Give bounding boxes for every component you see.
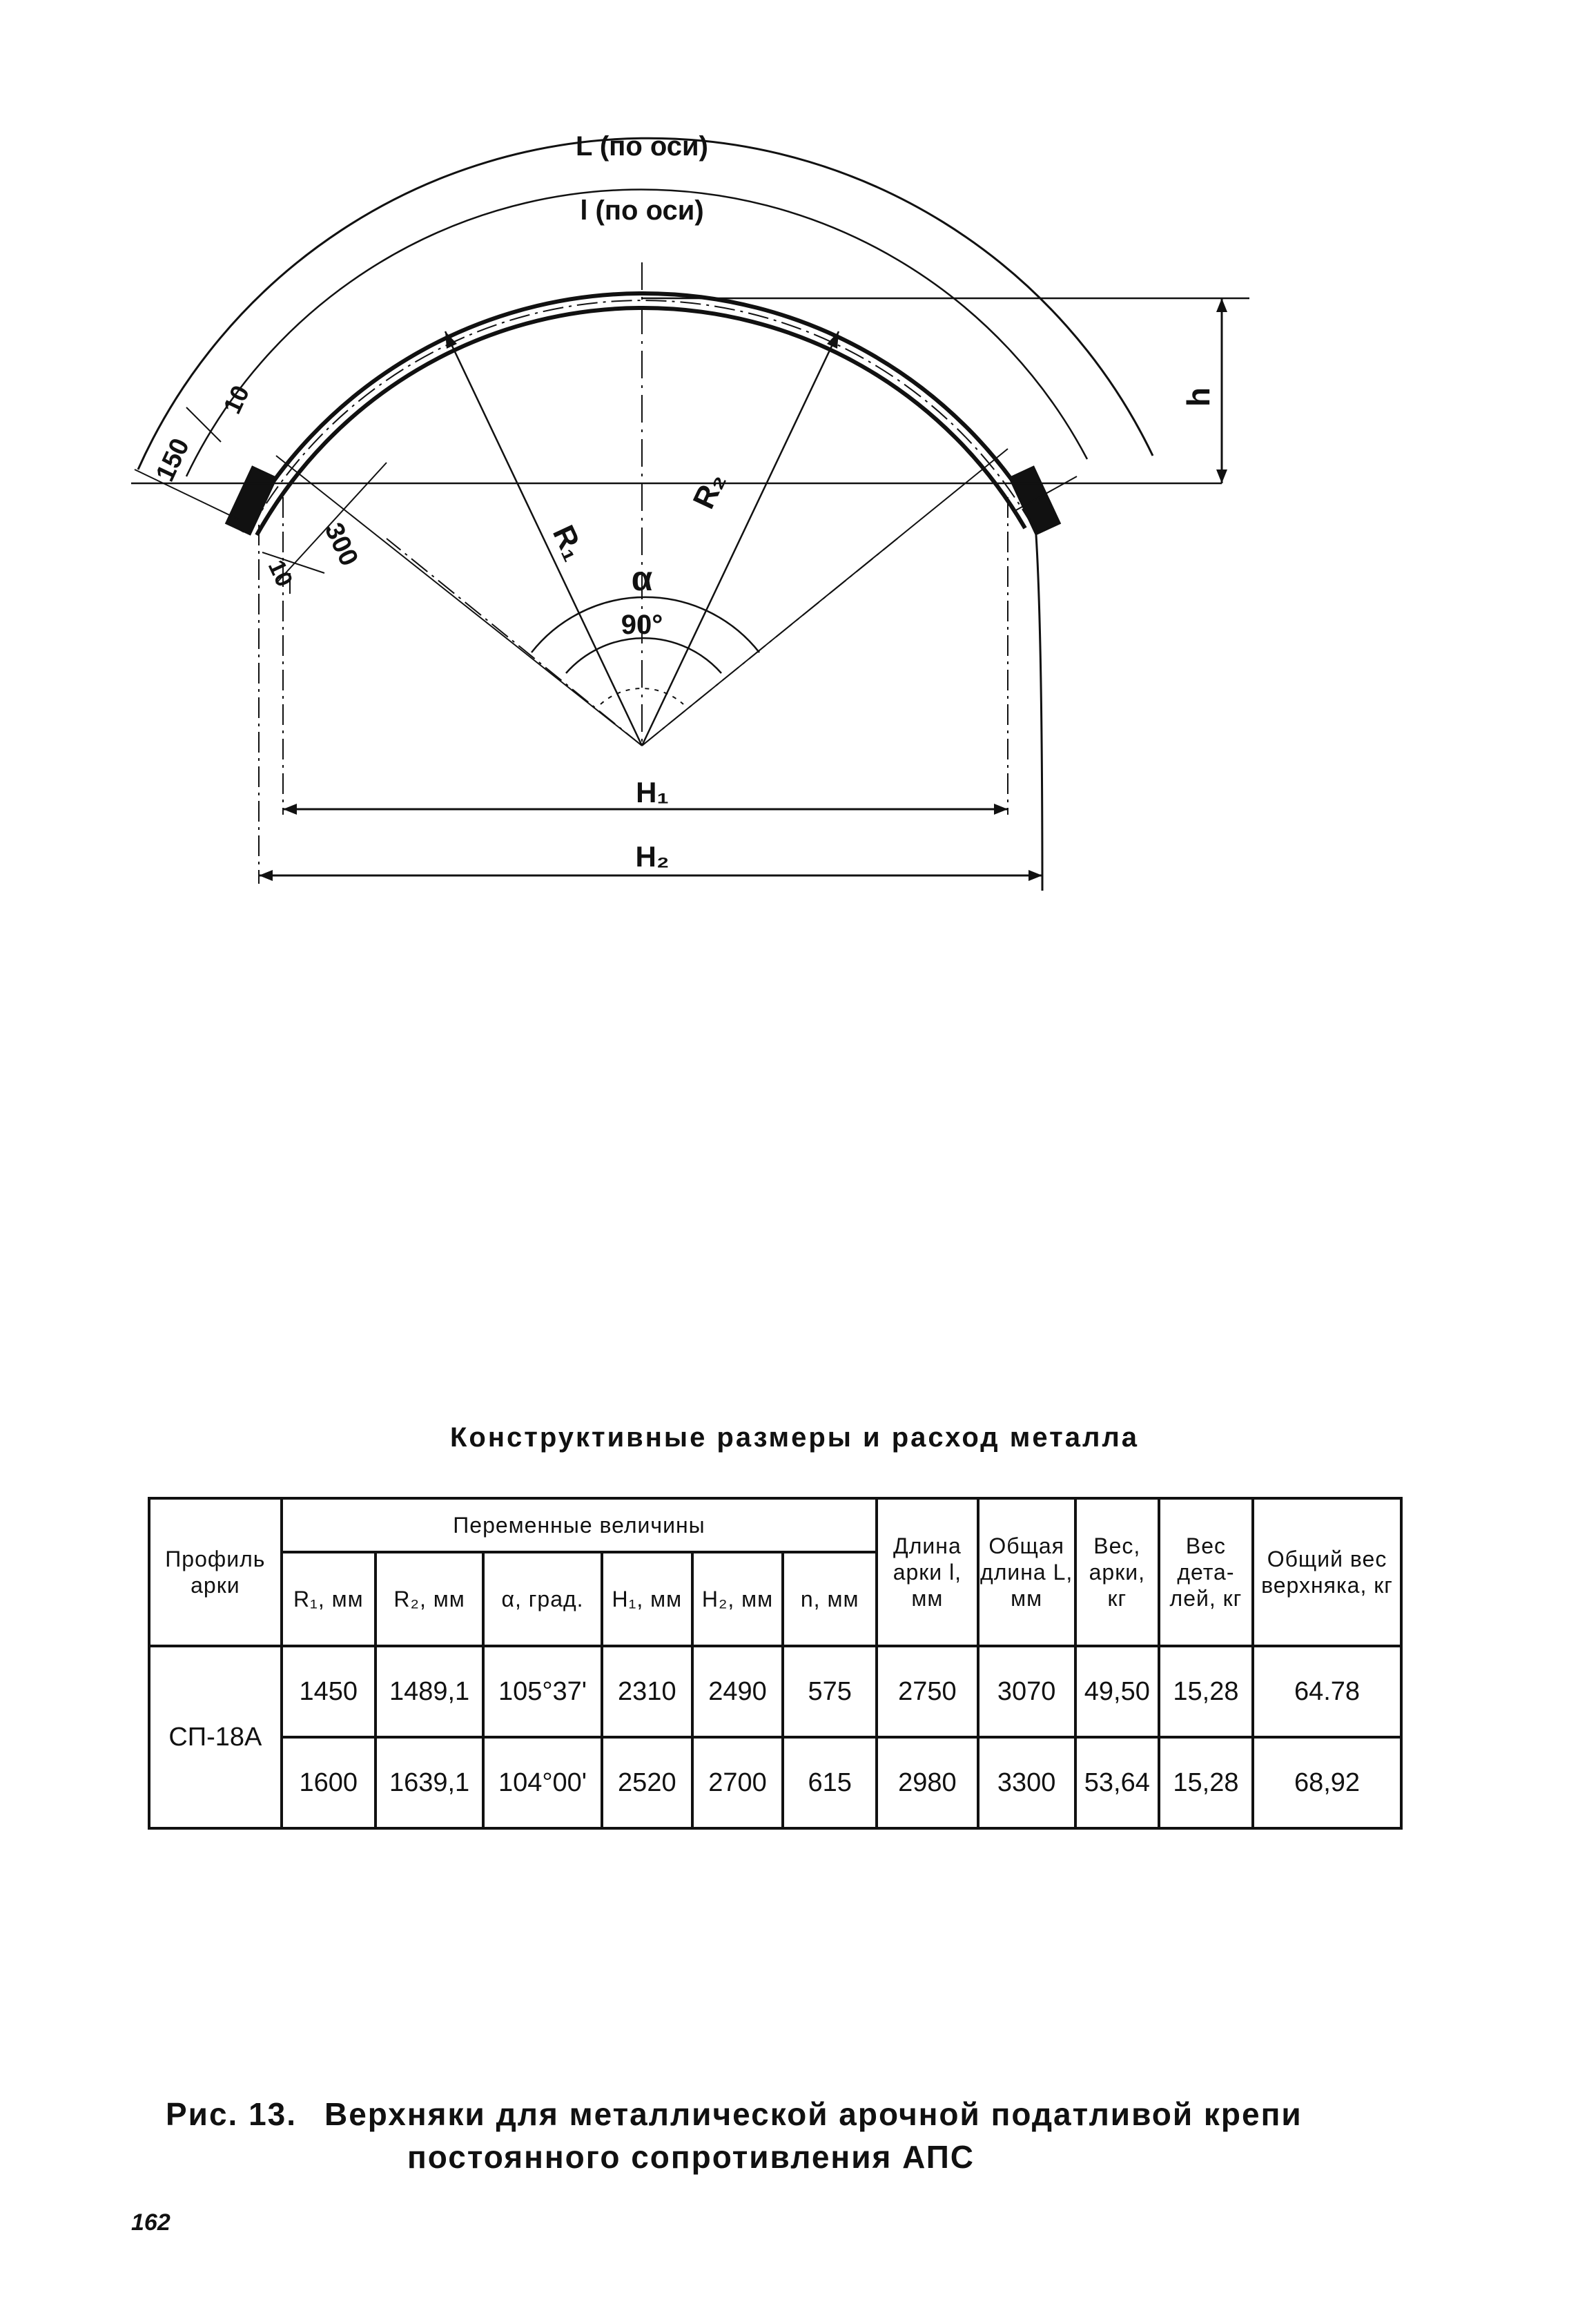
cell-alpha: 104°00': [483, 1737, 602, 1828]
cell-total-length: 3070: [978, 1646, 1075, 1737]
outer-length-label: L (по оси): [576, 131, 708, 162]
cell-arch-weight: 53,64: [1075, 1737, 1159, 1828]
header-h2: H₂, мм: [692, 1552, 783, 1646]
arch-inner-edge: [257, 308, 1025, 535]
cell-r2: 1639,1: [376, 1737, 483, 1828]
header-alpha: α, град.: [483, 1552, 602, 1646]
header-total-length: Общая длина L, мм: [978, 1498, 1075, 1646]
arch-drawing: [0, 0, 1589, 911]
cell-total-weight: 64.78: [1253, 1646, 1401, 1737]
cell-total-length: 3300: [978, 1737, 1075, 1828]
angle-90-label: 90°: [621, 610, 663, 640]
header-r1: R₁, мм: [282, 1552, 376, 1646]
table-row: [149, 1646, 1401, 1737]
figure-number: Рис. 13.: [166, 2096, 298, 2132]
header-profile: Профиль арки: [149, 1498, 282, 1646]
cell-r1: 1450: [282, 1646, 376, 1737]
cell-h1: 2310: [602, 1646, 692, 1737]
cell-r1: 1600: [282, 1737, 376, 1828]
cell-n: 575: [783, 1646, 877, 1737]
cell-n: 615: [783, 1737, 877, 1828]
header-arch-length: Длина арки l, мм: [877, 1498, 977, 1646]
cell-r2: 1489,1: [376, 1646, 483, 1737]
header-h1: H₁, мм: [602, 1552, 692, 1646]
table-row: [149, 1737, 1401, 1828]
arch-axis: [248, 300, 1033, 533]
height-label: h: [1180, 387, 1216, 407]
radius1-line: [445, 331, 642, 746]
header-r2: R₂, мм: [376, 1552, 483, 1646]
dim-150-label: 150: [150, 434, 195, 486]
spec-table: [148, 1497, 1403, 1830]
cell-total-weight: 68,92: [1253, 1737, 1401, 1828]
cell-h2: 2700: [692, 1737, 783, 1828]
angle-alpha-label: α: [631, 559, 653, 598]
cell-h1: 2520: [602, 1737, 692, 1828]
cell-parts-weight: 15,28: [1159, 1737, 1253, 1828]
dim-10-bottom-label: 10: [262, 556, 298, 591]
table-title: Конструктивные размеры и расход металла: [449, 1422, 1140, 1453]
cell-arch-length: 2980: [877, 1737, 977, 1828]
header-variables: Переменные величины: [282, 1498, 877, 1552]
figure-caption: [166, 2095, 1303, 2176]
outer-length-dim-arc: [138, 138, 1153, 469]
radius2-label: R₂: [686, 467, 732, 514]
radius1-label: R₁: [545, 520, 592, 566]
width2-label: H₂: [635, 840, 670, 873]
angle-90-arc: [566, 638, 721, 673]
cell-h2: 2490: [692, 1646, 783, 1737]
radius2-line: [642, 331, 839, 746]
inner-length-label: l (по оси): [580, 195, 704, 226]
dim-300-label: 300: [318, 519, 364, 571]
cell-arch-length: 2750: [877, 1646, 977, 1737]
cell-parts-weight: 15,28: [1159, 1646, 1253, 1737]
page-number: 162: [131, 2209, 170, 2236]
caption-line2: постоянного сопротивления АПС: [407, 2139, 975, 2175]
header-n: n, мм: [783, 1552, 877, 1646]
dim-10-top-label: 10: [217, 380, 255, 418]
profile-cell: СП-18А: [149, 1646, 282, 1828]
cell-alpha: 105°37': [483, 1646, 602, 1737]
header-parts-weight: Вес дета- лей, кг: [1159, 1498, 1253, 1646]
caption-line1: Верхняки для металлической арочной податливой крепи: [324, 2096, 1303, 2132]
header-arch-weight: Вес, арки, кг: [1075, 1498, 1159, 1646]
width1-label: H₁: [636, 776, 669, 808]
cell-arch-weight: 49,50: [1075, 1646, 1159, 1737]
header-total-weight: Общий вес верхняка, кг: [1253, 1498, 1401, 1646]
